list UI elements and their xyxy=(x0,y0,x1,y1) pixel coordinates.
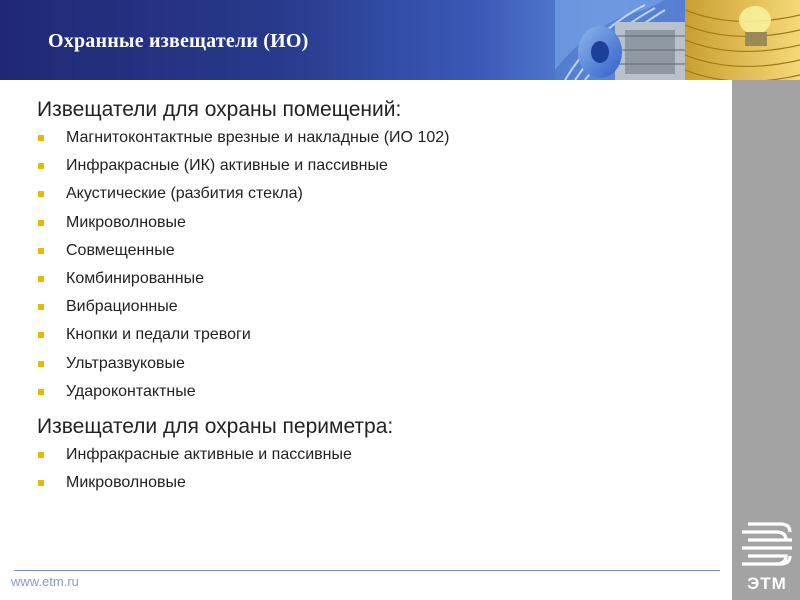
square-bullet-icon xyxy=(38,276,44,282)
square-bullet-icon xyxy=(38,191,44,197)
header-cables-image xyxy=(555,0,800,80)
logo-text: ЭТМ xyxy=(747,574,787,593)
list-item-label: Акустические (разбития стекла) xyxy=(66,185,303,203)
footer-divider xyxy=(14,570,720,571)
list-item xyxy=(37,213,727,241)
list-item-label: Микроволновые xyxy=(66,213,186,231)
list-item xyxy=(37,241,727,269)
list-item-label: Инфракрасные (ИК) активные и пассивные xyxy=(66,157,388,175)
premises-list xyxy=(37,128,727,410)
section-heading-perimeter: Извещатели для охраны периметра: xyxy=(37,414,394,438)
list-item-label: Инфракрасные активные и пассивные xyxy=(66,445,352,463)
footer-url[interactable]: www.etm.ru xyxy=(11,574,79,589)
square-bullet-icon xyxy=(38,452,44,458)
page-title: Охранные извещатели (ИО) xyxy=(48,30,309,52)
perimeter-list xyxy=(37,445,727,501)
list-item-label: Комбинированные xyxy=(66,269,204,287)
list-item xyxy=(37,269,727,297)
list-item-label: Удароконтактные xyxy=(66,382,196,400)
list-item xyxy=(37,354,727,382)
list-item-label: Вибрационные xyxy=(66,298,178,316)
list-item-label: Ультразвуковые xyxy=(66,354,185,372)
list-item xyxy=(37,445,727,473)
list-item-label: Кнопки и педали тревоги xyxy=(66,326,251,344)
list-item xyxy=(37,473,727,501)
list-item-label: Микроволновые xyxy=(66,474,186,492)
slide-header xyxy=(0,0,800,80)
list-item xyxy=(37,297,727,325)
square-bullet-icon xyxy=(38,304,44,310)
square-bullet-icon xyxy=(38,135,44,141)
list-item xyxy=(37,325,727,353)
list-item xyxy=(37,128,727,156)
list-item-label: Магнитоконтактные врезные и накладные (ИО 102) xyxy=(66,129,450,146)
square-bullet-icon xyxy=(38,248,44,254)
list-item-label: Совмещенные xyxy=(66,241,175,259)
list-item xyxy=(37,184,727,212)
square-bullet-icon xyxy=(38,220,44,226)
slide-content xyxy=(37,95,727,503)
square-bullet-icon xyxy=(38,163,44,169)
list-item xyxy=(37,382,727,410)
section-heading-premises: Извещатели для охраны помещений: xyxy=(37,98,402,121)
square-bullet-icon xyxy=(38,389,44,395)
square-bullet-icon xyxy=(38,480,44,486)
square-bullet-icon xyxy=(38,332,44,338)
square-bullet-icon xyxy=(38,361,44,367)
list-item xyxy=(37,156,727,184)
